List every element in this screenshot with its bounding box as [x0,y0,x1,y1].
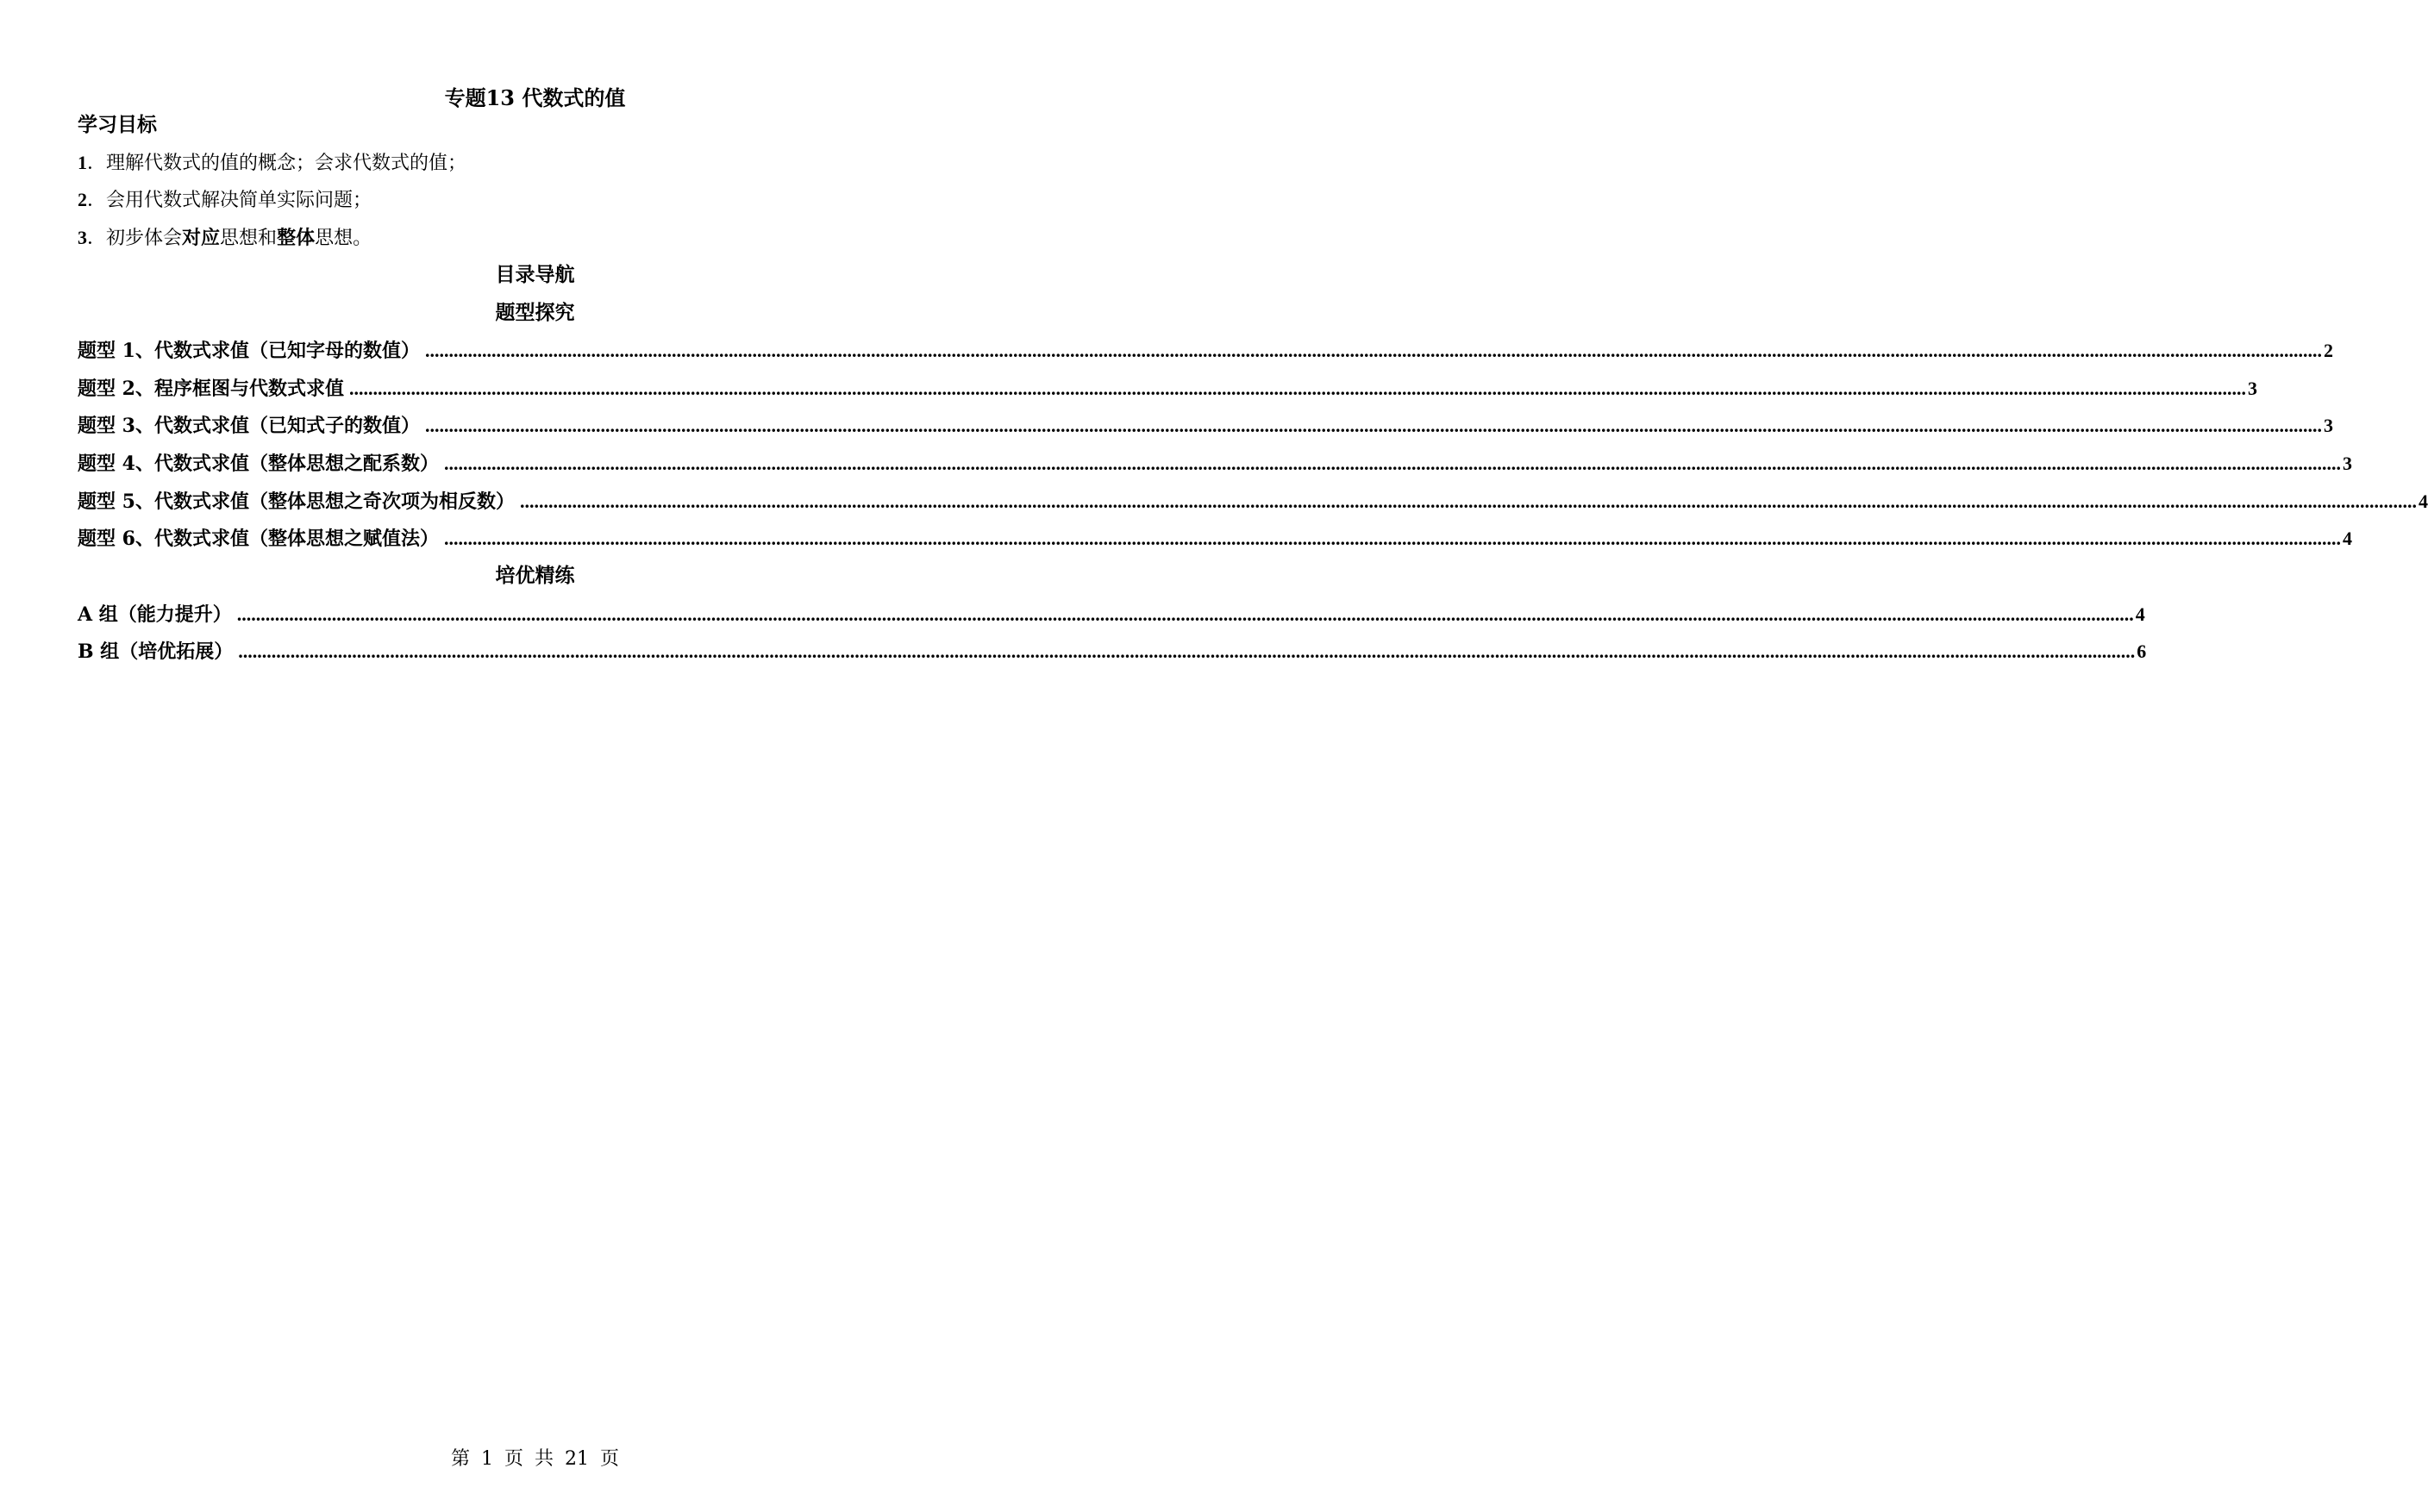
toc-page-number: 3 [2342,453,2352,474]
toc-entry-label: B 组（培优拓展） [78,640,234,663]
toc-page-number: 4 [2135,603,2145,625]
goal-text: 会用代数式解决简单实际问题； [106,190,372,211]
toc-entry[interactable] [78,487,2428,516]
goal-emphasis: 整体 [277,227,316,249]
toc-leader-dots: ................................................................................................................................................................................................................................................................................................................................................................................................................ [424,340,2322,361]
toc-page-number: 4 [2418,490,2428,512]
toc-entry[interactable] [78,524,2352,553]
toc-leader-dots: ................................................................................................................................................................................................................................................................................................................................................................................................................ [443,528,2341,549]
toc-page-number: 6 [2137,640,2147,662]
toc-leader-dots: ................................................................................................................................................................................................................................................................................................................................................................................................................ [519,490,2417,512]
toc-leader-dots: ................................................................................................................................................................................................................................................................................................................................................................................................................ [238,640,2136,662]
toc-page-number: 3 [2323,415,2333,436]
goal-item [78,148,466,178]
section-heading-types: 题型探究 [495,301,575,324]
goal-number: 3 [78,227,87,248]
goal-item [78,223,372,253]
toc-entry-label: A 组（能力提升） [78,603,232,626]
page-footer: 第 1 页 共 21 页 [451,1448,619,1470]
toc-entry-label: 题型 5、代数式求值（整体思想之奇次项为相反数） [78,490,515,513]
goal-number: 1 [78,152,87,173]
goal-emphasis: 对应 [182,227,221,249]
toc-entry[interactable] [78,637,2147,666]
toc-entry[interactable] [78,336,2333,366]
goal-separator: ． [87,153,107,174]
toc-leader-dots: ................................................................................................................................................................................................................................................................................................................................................................................................................ [443,453,2341,474]
toc-leader-dots: ................................................................................................................................................................................................................................................................................................................................................................................................................ [348,378,2246,399]
goal-text: 初步体会 [106,228,183,249]
toc-page-number: 4 [2342,528,2352,549]
toc-entry[interactable] [78,374,2257,403]
toc-entry[interactable] [78,449,2352,478]
goal-separator: ． [87,228,107,249]
toc-leader-dots: ................................................................................................................................................................................................................................................................................................................................................................................................................ [424,415,2322,436]
toc-entry-label: 题型 4、代数式求值（整体思想之配系数） [78,453,439,475]
goal-separator: ． [87,190,107,211]
toc-entry-label: 题型 1、代数式求值（已知字母的数值） [78,340,420,362]
goal-item [78,185,372,216]
document-title: 专题13 代数式的值 [444,85,626,110]
section-heading-practice: 培优精练 [495,564,575,587]
goal-text: 理解代数式的值的概念；会求代数式的值； [106,153,467,174]
goal-text: 思想和 [220,228,278,249]
toc-entry-label: 题型 3、代数式求值（已知式子的数值） [78,415,420,437]
toc-entry-label: 题型 6、代数式求值（整体思想之赋值法） [78,528,439,550]
goal-number: 2 [78,189,87,210]
toc-leader-dots: ................................................................................................................................................................................................................................................................................................................................................................................................................ [236,603,2134,625]
toc-entry[interactable] [78,411,2333,440]
toc-page-number: 3 [2247,378,2257,399]
goals-heading: 学习目标 [78,113,157,136]
toc-page-number: 2 [2323,340,2333,361]
nav-heading: 目录导航 [495,263,575,286]
toc-entry-label: 题型 2、程序框图与代数式求值 [78,378,344,400]
goal-text: 思想。 [315,228,372,249]
toc-entry[interactable] [78,600,2145,629]
